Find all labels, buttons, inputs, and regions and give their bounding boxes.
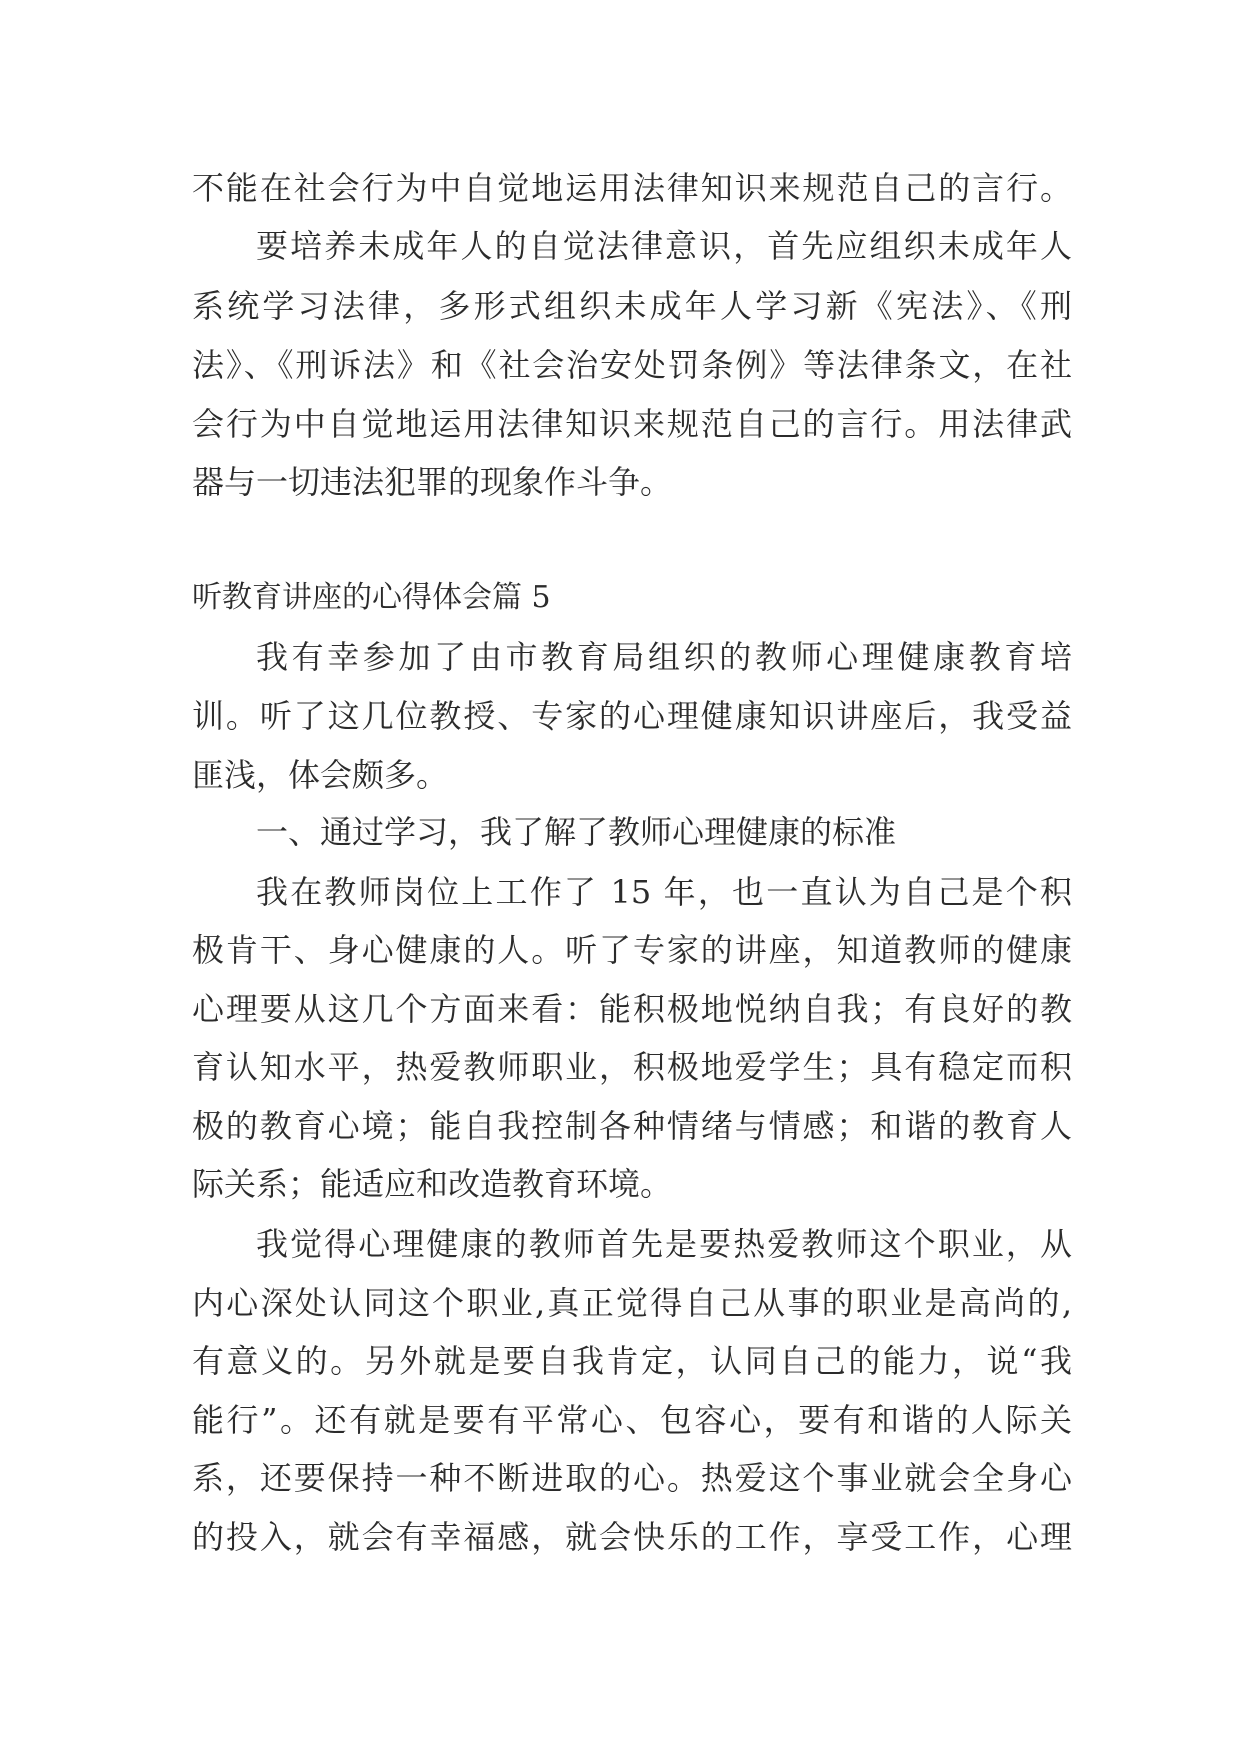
paragraph-line: 器与一切违法犯罪的现象作斗争。 [192, 463, 673, 501]
paragraph-line: 际关系；能适应和改造教育环境。 [192, 1165, 673, 1203]
paragraph-line: 系，还要保持一种不断进取的心。热爱这个事业就会全身心 [192, 1459, 1072, 1497]
paragraph-line: 不能在社会行为中自觉地运用法律知识来规范自己的言行。 [192, 169, 1072, 207]
paragraph-line: 我在教师岗位上工作了 15 年，也一直认为自己是个积 [256, 873, 1072, 911]
paragraph-line: 极肯干、身心健康的人。听了专家的讲座，知道教师的健康 [192, 931, 1072, 969]
paragraph-line: 会行为中自觉地运用法律知识来规范自己的言行。用法律武 [192, 405, 1072, 443]
paragraph-line: 有意义的。另外就是要自我肯定，认同自己的能力，说“我 [192, 1342, 1072, 1380]
section-heading: 听教育讲座的心得体会篇 5 [192, 580, 551, 615]
paragraph-line: 心理要从这几个方面来看：能积极地悦纳自我；有良好的教 [192, 990, 1072, 1028]
subheading-line: 一、通过学习，我了解了教师心理健康的标准 [256, 813, 897, 851]
paragraph-line: 训。听了这几位教授、专家的心理健康知识讲座后，我受益 [192, 697, 1072, 735]
paragraph-line: 我有幸参加了由市教育局组织的教师心理健康教育培 [256, 638, 1072, 676]
paragraph-line: 法》、《刑诉法》和《社会治安处罚条例》等法律条文，在社 [192, 346, 1072, 384]
paragraph-line: 我觉得心理健康的教师首先是要热爱教师这个职业，从 [256, 1225, 1072, 1263]
paragraph-line: 系统学习法律，多形式组织未成年人学习新《宪法》、《刑 [192, 287, 1072, 325]
paragraph-line: 匪浅，体会颇多。 [192, 756, 449, 794]
paragraph-line: 能行”。还有就是要有平常心、包容心，要有和谐的人际关 [192, 1401, 1072, 1439]
paragraph-line: 的投入，就会有幸福感，就会快乐的工作，享受工作，心理 [192, 1518, 1072, 1556]
paragraph-line: 内心深处认同这个职业,真正觉得自己从事的职业是高尚的, [192, 1284, 1072, 1322]
paragraph-line: 极的教育心境；能自我控制各种情绪与情感；和谐的教育人 [192, 1107, 1072, 1145]
paragraph-line: 要培养未成年人的自觉法律意识，首先应组织未成年人 [256, 227, 1072, 265]
paragraph-line: 育认知水平，热爱教师职业，积极地爱学生；具有稳定而积 [192, 1048, 1072, 1086]
